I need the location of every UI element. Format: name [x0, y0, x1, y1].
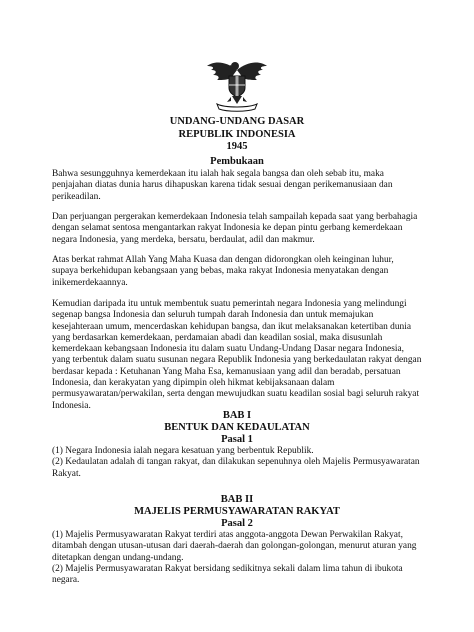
title-line-2: REPUBLIK INDONESIA [178, 128, 296, 140]
title-line-3: 1945 [226, 141, 248, 152]
title-line-1: UNDANG-UNDANG DASAR [169, 116, 305, 127]
bab1-articles [52, 446, 422, 480]
pasal2-item-1: (1) Majelis Permusyawaratan Rakyat terdiri atas anggota-anggota Dewan Perwakilan Rakyat, ditambah dengan utusan-utusan dari daerah-daerah dan golongan-golongan, menurut aturan yang ditetapkan dengan undang-undang. [52, 530, 417, 563]
pembukaan-paragraph-1: Bahwa sesungguhnya kemerdekaan itu ialah hak segala bangsa dan oleh sebab itu, maka penjajahan diatas dunia harus dihapuskan karena tidak sesuai dengan perikemanusiaan dan perikeadilan. [52, 169, 393, 202]
pembukaan-paragraph-4: Kemudian daripada itu untuk membentuk suatu pemerintah negara Indonesia yang melindungi segenap bangsa Indonesia dan seluruh tumpah darah Indonesia dan untuk memajukan kesejahteraan umum, mencerdaskan kehidupan bangsa, dan ikut melaksanakan ketertiban dunia yang berdasarkan kemerdekaan, perdamaian abadi dan keadilan sosial, maka disusunlah kemerdekaan kebangsaan Indonesia itu dalam suatu Undang-Undang Dasar negara Indonesia, yang terbentuk dalam suatu susunan negara Republik Indonesia yang berkedaulatan rakyat dengan berdasar kepada : Ketuhanan Yang Maha Esa, kemanusiaan yang adil dan beradab, persatuan Indonesia, dan kerakyatan yang dipimpin oleh hikmat kebijaksanaan dalam permusyawaratan/perwakilan, serta dengan mewujudkan suatu keadilan sosial bagi seluruh rakyat Indonesia. [52, 299, 422, 411]
pasal1-item-2: (2) Kedaulatan adalah di tangan rakyat, dan dilakukan sepenuhnya oleh Majelis Permusyawaratan Rakyat. [52, 457, 420, 479]
bab2-articles [52, 530, 422, 586]
bab2-title: MAJELIS PERMUSYAWARATAN RAKYAT [134, 506, 340, 517]
pembukaan-paragraph-2: Dan perjuangan pergerakan kemerdekaan Indonesia telah sampailah kepada saat yang berbahagia dengan selamat sentosa mengantarkan rakyat Indonesia ke depan pintu gerbang kemerdekaan negara Indonesia, yang merdeka, bersatu, berdaulat, adil dan makmur. [52, 212, 418, 245]
garuda-emblem-icon [205, 56, 269, 112]
pasal2-item-2: (2) Majelis Permusyawaratan Rakyat bersidang sedikitnya sekali dalam lima tahun di ibukota negara. [52, 563, 403, 586]
pasal1-heading: Pasal 1 [221, 434, 253, 445]
bab1-heading: BAB I [222, 410, 252, 421]
bab1-title: BENTUK DAN KEDAULATAN [164, 422, 310, 433]
pasal1-item-1: (1) Negara Indonesia ialah negara kesatuan yang berbentuk Republik. [52, 446, 314, 456]
document-title [0, 116, 474, 154]
bab2-heading: BAB II [220, 494, 254, 505]
pembukaan-heading: Pembukaan [210, 156, 264, 167]
pasal2-heading: Pasal 2 [221, 518, 253, 529]
pembukaan-paragraph-3: Atas berkat rahmat Allah Yang Maha Kuasa dan dengan didorongkan oleh keinginan luhur, supaya berkehidupan kebangsaan yang bebas, maka rakyat Indonesia menyatakan dengan inikemerdekaannya. [52, 255, 394, 288]
